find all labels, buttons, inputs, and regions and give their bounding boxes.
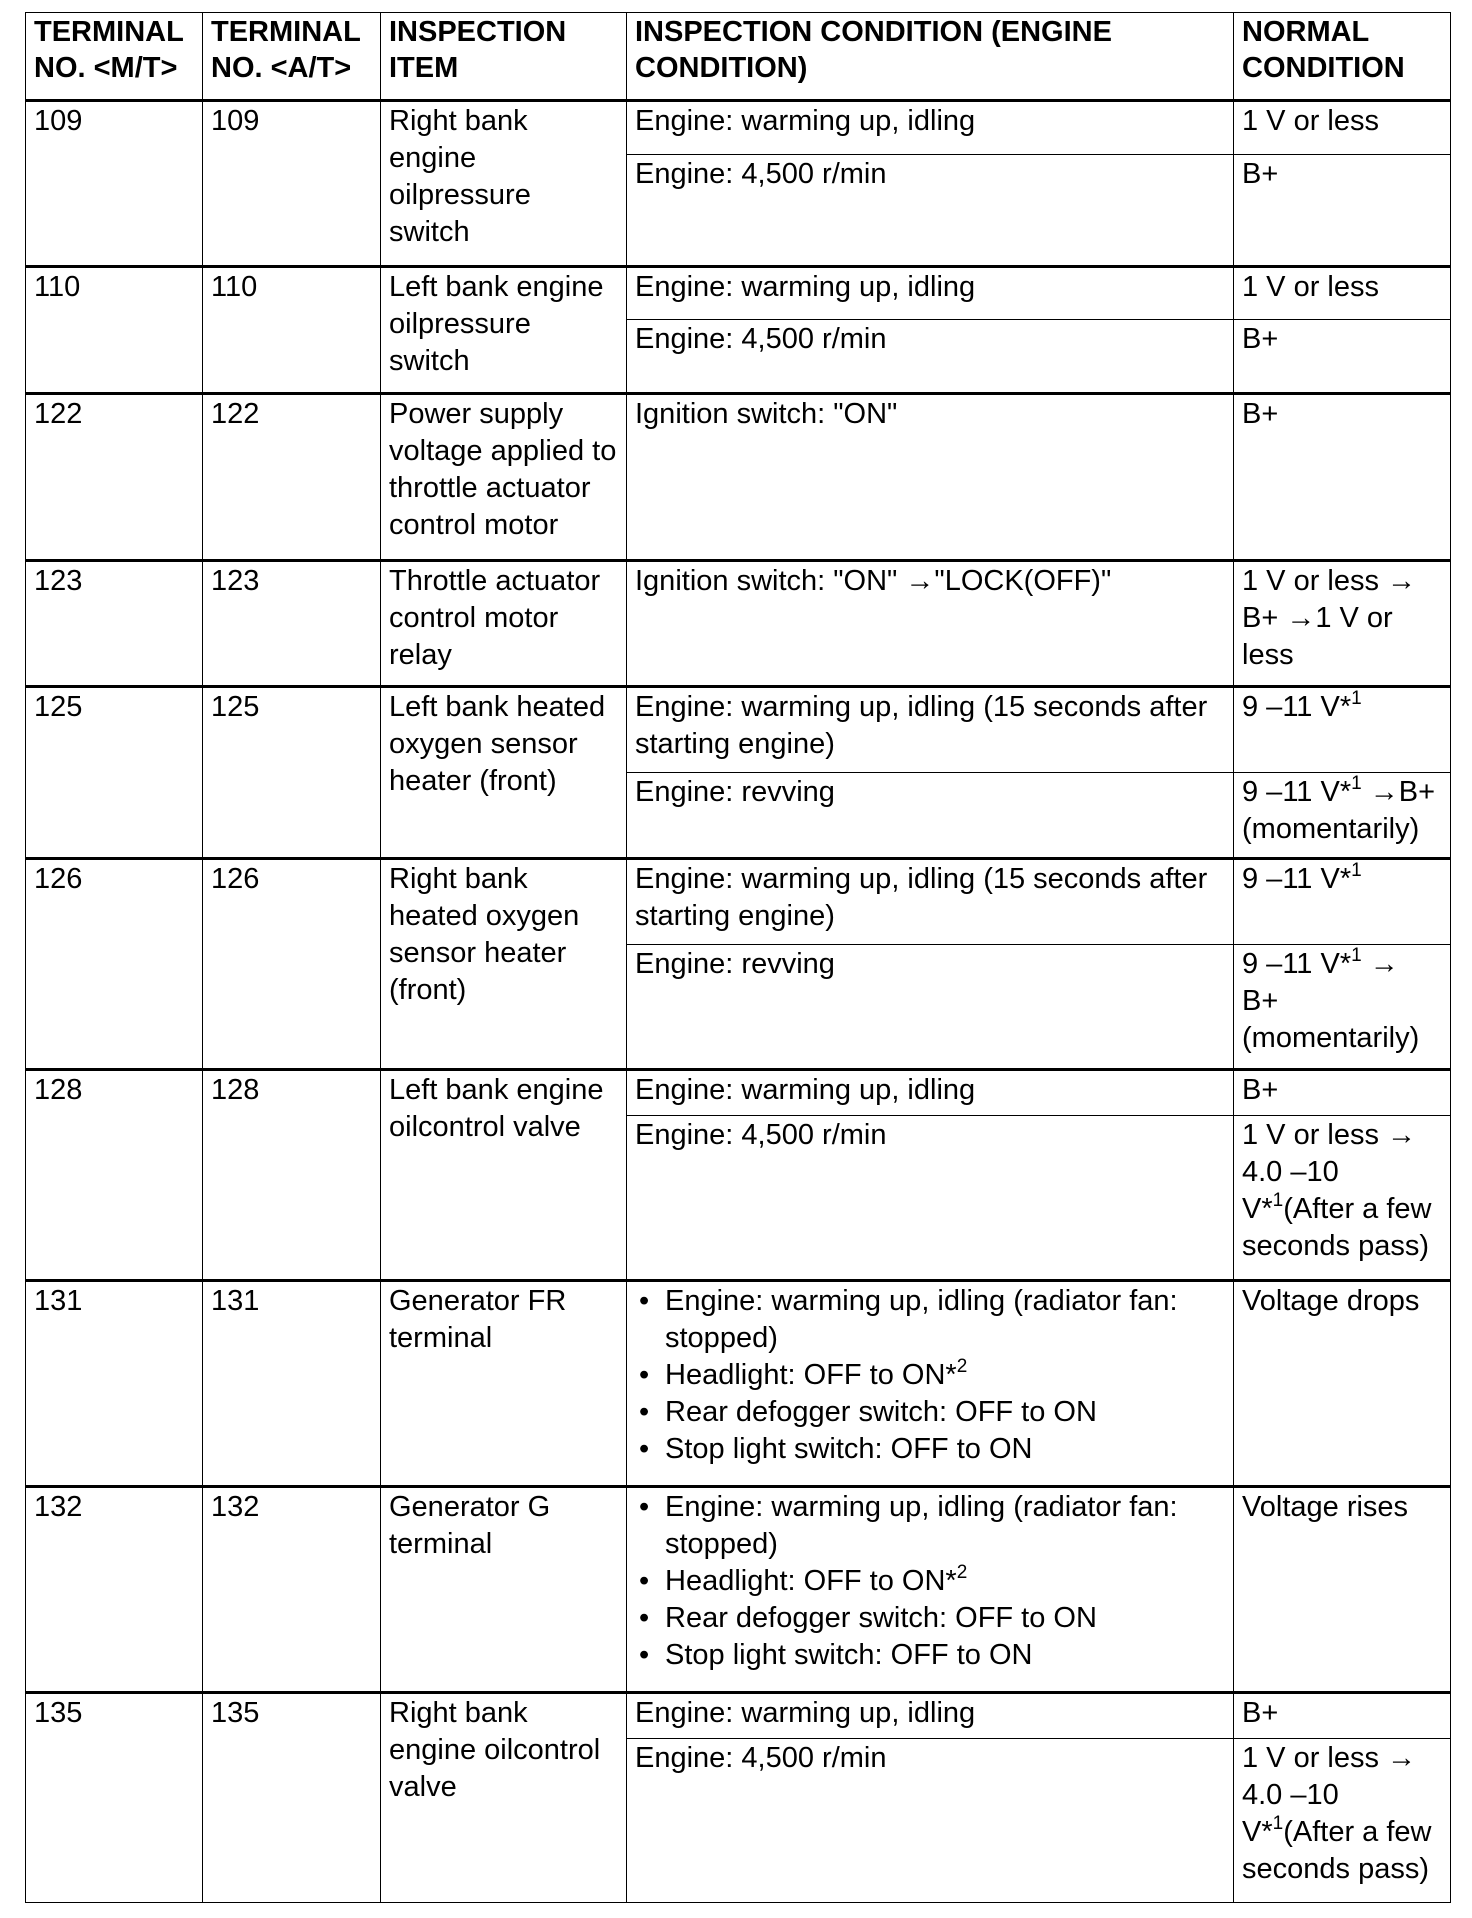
normal-text-cont: →B+ (momentarily) <box>1242 776 1436 846</box>
condition-bullet-item <box>665 1357 1225 1394</box>
table-row <box>26 1692 1451 1738</box>
normal-cell <box>1234 1116 1451 1281</box>
terminal-at-cell: 110 <box>203 267 381 393</box>
normal-text: 9 –11 V* <box>1242 691 1352 724</box>
footnote-mark: 2 <box>956 1561 968 1583</box>
terminal-at-cell: 131 <box>203 1281 381 1487</box>
table-row <box>26 1281 1451 1487</box>
table-row <box>26 101 1451 155</box>
normal-cell <box>1234 687 1451 773</box>
inspection-item-cell: Power supply voltage applied to throttle actuator control motor <box>381 393 627 560</box>
inspection-item-cell: Right bank engine oilcontrol valve <box>381 1692 627 1902</box>
table-body <box>26 101 1451 1903</box>
terminal-at-cell: 132 <box>203 1486 381 1692</box>
condition-cell: Engine: 4,500 r/min <box>627 155 1234 267</box>
inspection-item-cell: Left bank heated oxygen sensor heater (front) <box>381 687 627 859</box>
terminal-mt-cell: 135 <box>26 1692 203 1902</box>
condition-cell: Ignition switch: "ON" <box>627 393 1234 560</box>
inspection-item-cell: Generator FR terminal <box>381 1281 627 1487</box>
normal-text: 1 V or less → 4.0 –10 V* <box>1242 1741 1417 1848</box>
footnote-mark: 1 <box>1272 1190 1284 1212</box>
condition-bullet-list <box>635 1283 1225 1468</box>
bullet-text: Stop light switch: OFF to ON <box>665 1638 1033 1671</box>
condition-bullet-item <box>665 1563 1225 1600</box>
normal-cell <box>1234 858 1451 944</box>
normal-text: 9 –11 V* <box>1242 862 1352 895</box>
terminal-at-cell: 135 <box>203 1692 381 1902</box>
condition-cell <box>627 1281 1234 1487</box>
footnote-mark: 1 <box>1351 859 1362 881</box>
normal-cell: Voltage drops <box>1234 1281 1451 1487</box>
normal-text: B+ <box>1242 1696 1279 1729</box>
footnote-mark: 1 <box>1351 688 1362 710</box>
condition-cell: Engine: warming up, idling (15 seconds after starting engine) <box>627 687 1234 773</box>
terminal-mt-cell: 123 <box>26 560 203 686</box>
terminal-at-cell: 125 <box>203 687 381 859</box>
normal-cell: Voltage rises <box>1234 1486 1451 1692</box>
condition-cell: Ignition switch: "ON" →"LOCK(OFF)" <box>627 560 1234 686</box>
condition-bullet-item <box>665 1431 1225 1468</box>
table-row <box>26 393 1451 560</box>
condition-bullet-item <box>665 1637 1225 1674</box>
normal-cell <box>1234 267 1451 320</box>
terminal-mt-cell: 131 <box>26 1281 203 1487</box>
table-row <box>26 560 1451 686</box>
normal-text: B+ <box>1242 1073 1279 1106</box>
header-normal-condition: NORMAL CONDITION <box>1234 13 1451 101</box>
condition-cell: Engine: warming up, idling <box>627 267 1234 320</box>
inspection-item-cell: Throttle actuator control motor relay <box>381 560 627 686</box>
normal-text: 9 –11 V* <box>1242 947 1352 980</box>
normal-cell <box>1234 155 1451 267</box>
bullet-text: Rear defogger switch: OFF to ON <box>665 1601 1097 1634</box>
inspection-item-cell: Right bank heated oxygen sensor heater (front) <box>381 858 627 1069</box>
inspection-item-cell: Right bank engine oilpressure switch <box>381 101 627 267</box>
terminal-at-cell: 122 <box>203 393 381 560</box>
inspection-item-cell: Generator G terminal <box>381 1486 627 1692</box>
condition-cell: Engine: 4,500 r/min <box>627 1738 1234 1902</box>
condition-cell: Engine: revving <box>627 944 1234 1069</box>
normal-text: B+ <box>1242 322 1279 355</box>
terminal-at-cell: 126 <box>203 858 381 1069</box>
condition-bullet-item <box>665 1283 1225 1357</box>
normal-text-cont: → B+ (momentarily) <box>1242 947 1420 1054</box>
condition-bullet-list <box>635 1489 1225 1674</box>
normal-text: B+ <box>1242 397 1279 430</box>
condition-bullet-item <box>665 1600 1225 1637</box>
footnote-mark: 2 <box>956 1356 968 1378</box>
header-inspection-condition: INSPECTION CONDITION (ENGINE CONDITION) <box>627 13 1234 101</box>
table-row <box>26 267 1451 320</box>
condition-bullet-item <box>665 1394 1225 1431</box>
footnote-mark: 1 <box>1351 773 1362 795</box>
terminal-mt-cell: 122 <box>26 393 203 560</box>
normal-cell <box>1234 319 1451 393</box>
condition-cell: Engine: 4,500 r/min <box>627 319 1234 393</box>
condition-cell: Engine: revving <box>627 773 1234 859</box>
header-terminal-mt: TERMINAL NO. <M/T> <box>26 13 203 101</box>
normal-cell <box>1234 773 1451 859</box>
normal-cell <box>1234 944 1451 1069</box>
normal-cell <box>1234 1692 1451 1738</box>
footnote-mark: 1 <box>1351 944 1362 966</box>
normal-text: B+ <box>1242 158 1279 191</box>
terminal-mt-cell: 109 <box>26 101 203 267</box>
terminal-mt-cell: 128 <box>26 1069 203 1280</box>
normal-text: 1 V or less → B+ →1 V or less <box>1242 564 1417 671</box>
terminal-mt-cell: 125 <box>26 687 203 859</box>
terminal-mt-cell: 110 <box>26 267 203 393</box>
normal-cell <box>1234 1069 1451 1115</box>
condition-cell: Engine: warming up, idling (15 seconds after starting engine) <box>627 858 1234 944</box>
table-row <box>26 858 1451 944</box>
normal-cell <box>1234 393 1451 560</box>
bullet-text: Stop light switch: OFF to ON <box>665 1433 1033 1466</box>
condition-cell: Engine: 4,500 r/min <box>627 1116 1234 1281</box>
bullet-text: Headlight: OFF to ON* <box>665 1359 957 1392</box>
bullet-text: Engine: warming up, idling (radiator fan: stopped) <box>665 1490 1178 1560</box>
table-row <box>26 1069 1451 1115</box>
header-inspection-item: INSPECTION ITEM <box>381 13 627 101</box>
condition-cell: Engine: warming up, idling <box>627 1069 1234 1115</box>
condition-cell: Engine: warming up, idling <box>627 101 1234 155</box>
condition-cell: Engine: warming up, idling <box>627 1692 1234 1738</box>
inspection-item-cell: Left bank engine oilcontrol valve <box>381 1069 627 1280</box>
normal-cell <box>1234 1738 1451 1902</box>
bullet-text: Engine: warming up, idling (radiator fan: stopped) <box>665 1285 1178 1355</box>
bullet-text: Headlight: OFF to ON* <box>665 1564 957 1597</box>
normal-cell <box>1234 101 1451 155</box>
terminal-at-cell: 128 <box>203 1069 381 1280</box>
terminal-mt-cell: 132 <box>26 1486 203 1692</box>
normal-text-cont: (After a few seconds pass) <box>1242 1193 1432 1263</box>
normal-text: 1 V or less → 4.0 –10 V* <box>1242 1119 1417 1226</box>
normal-text: 9 –11 V* <box>1242 776 1352 809</box>
inspection-table <box>25 12 1451 1903</box>
bullet-text: Rear defogger switch: OFF to ON <box>665 1396 1097 1429</box>
normal-text: 1 V or less <box>1242 271 1379 304</box>
table-row <box>26 687 1451 773</box>
condition-cell <box>627 1486 1234 1692</box>
terminal-at-cell: 123 <box>203 560 381 686</box>
normal-cell <box>1234 560 1451 686</box>
footnote-mark: 1 <box>1272 1812 1284 1834</box>
table-row <box>26 1486 1451 1692</box>
normal-text-cont: (After a few seconds pass) <box>1242 1815 1432 1885</box>
terminal-at-cell: 109 <box>203 101 381 267</box>
header-terminal-at: TERMINAL NO. <A/T> <box>203 13 381 101</box>
normal-text: 1 V or less <box>1242 105 1379 137</box>
terminal-mt-cell: 126 <box>26 858 203 1069</box>
condition-bullet-item <box>665 1489 1225 1563</box>
inspection-item-cell: Left bank engine oilpressure switch <box>381 267 627 393</box>
